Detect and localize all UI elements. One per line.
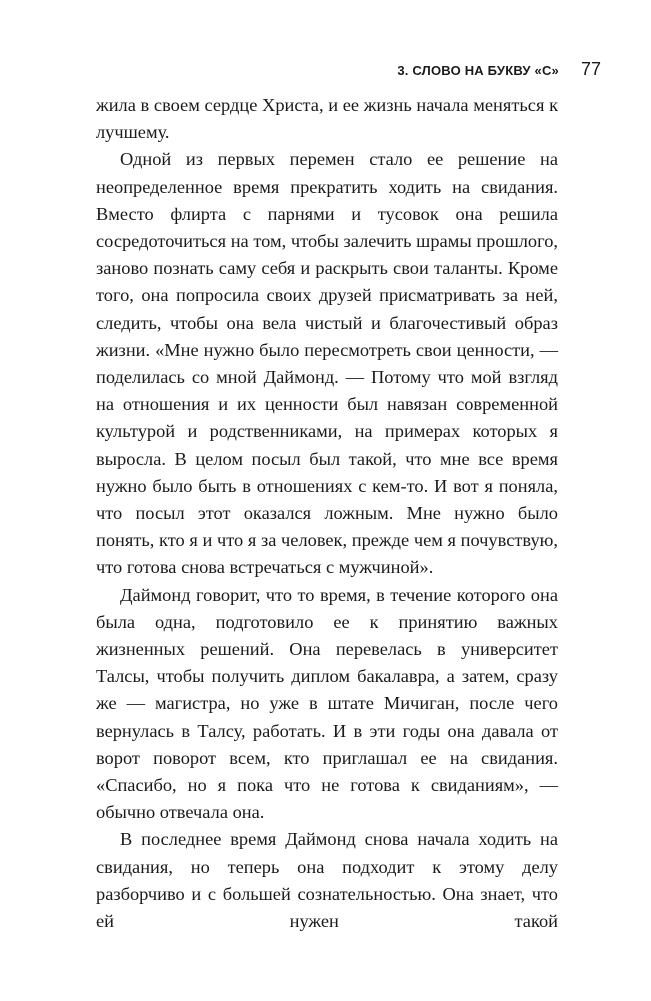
paragraph-2: Одной из первых перемен стало ее решение на неопределенное время прекратить ходить на свидания. Вместо флирта с парнями и тусовок она решила сосредоточиться на том, чтобы залечить шрамы прошлого, заново познать саму себя и раскрыть свои таланты. Кроме того, она попросила своих друзей присматривать за ней, следить, чтобы она вела чистый и благочестивый образ жизни. «Мне нужно было пересмотреть свои ценности, — поделилась со мной Даймонд. — Потому что мой взгляд на отношения и их ценности был навязан современной культурой и родственниками, на примерах которых я выросла. В целом посыл был такой, что мне все время нужно было быть в отношениях с кем-то. И вот я поняла, что посыл этот оказался ложным. Мне нужно было понять, кто я и что я за человек, прежде чем я почувствую, что готова снова встречаться с мужчиной». [96, 149, 558, 578]
paragraph-1: жила в своем сердце Христа, и ее жизнь начала меняться к лучшему. [96, 95, 558, 143]
running-head [397, 59, 601, 81]
body-text [96, 92, 558, 935]
paragraph-4: В последнее время Даймонд снова начала ходить на свидания, но теперь она подходит к этому делу разборчиво и с большей сознательностью. Она знает, что ей нужен такой [96, 829, 558, 932]
paragraph-3: Даймонд говорит, что то время, в течение которого она была одна, подготовило ее к принятию важных жизненных решений. Она перевелась в университет Талсы, чтобы получить диплом бакалавра, а затем, сразу же — магистра, но уже в штате Мичиган, после чего вернулась в Талсу, работать. И в эти годы она давала от ворот поворот всем, кто приглашал ее на свидания. «Спасибо, но я пока что не готова к свиданиям», — обычно отвечала она. [96, 584, 558, 823]
page-number: 77 [580, 59, 601, 79]
chapter-title: 3. СЛОВО НА БУКВУ «С» [397, 63, 559, 78]
